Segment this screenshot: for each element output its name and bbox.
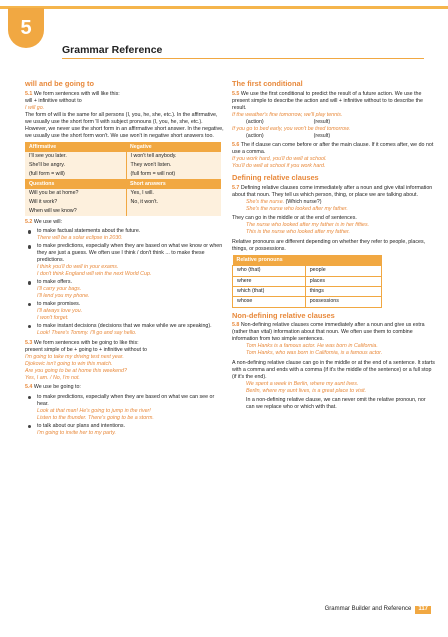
paragraph: Relative pronouns are different depending on whether they refer to people, places, things, or possessions. [232, 238, 426, 252]
section-5-6: 5.6 The if clause can come before or after the main clause. If it comes after, we do not use a comma. If you work hard, you'll do well at school. You'll do well at school if you work hard. [232, 142, 434, 170]
page-number: 117 [415, 606, 431, 614]
right-column [232, 79, 435, 414]
paragraph: They can go in the middle or at the end of sentences. The nurse who looked after my father is in her fifties. This is the nurse who looked after my father. [232, 215, 370, 236]
list-5-4 [25, 394, 225, 437]
list-item: to make instant decisions (decisions that we make while we are speaking). Look! There's Tommy. I'll go and say hello. [25, 323, 225, 337]
list-item: to talk about our plans and intentions. I'm going to invite her to my party. [25, 423, 225, 437]
list-5-2 [25, 228, 225, 337]
will-table: Affirmative Negative I'll see you later. I won't tell anybody. She'll be angry. They won't listen. (full form = will) (full form = will not) Questions Short answers Will you be at home? Yes, I will. Will it work? No, it won't. When will we know? [25, 142, 221, 216]
list-item: to make offers. I'll carry your bags. I'll lend you my phone. [25, 279, 225, 300]
list-item: to make predictions, especially when they are based on what we know or when they are just a guess. We often use I think / don't think ... to make these predictions. I think you'll do well in your exams. I don't think England will win the next World Cup. [25, 243, 225, 278]
unit-number: 5 [8, 8, 44, 48]
list-item: to make factual statements about the future. There will be a solar eclipse in 2030. [25, 228, 225, 242]
title-divider [62, 58, 424, 59]
page-title: Grammar Reference [62, 44, 163, 56]
paragraph: A non-defining relative clause can go in the middle or at the end of a sentence. It starts with a comma and ends with a comma (if it's the middle of the sentence) or a full stop (if it's the end). We spent a week in Berlin, where my aunt lives. Berlin, where my aunt lives, is a great place to visit. [232, 359, 435, 394]
page-footer: Grammar Builder and Reference 117 [325, 606, 431, 614]
section-5-5: 5.5 We use the first conditional to predict the result of a future action. We use the present simple to describe the action and will + infinitive without to to describe the result. If the weather's fine tomorrow, we'll play tennis. (action) (result) If you go to bed early, you won't be tired tomorrow. (action) (result) [232, 90, 423, 139]
heading-defining-relative: Defining relative clauses [232, 172, 319, 182]
relative-pronouns-table: Relative pronouns who (that) people where places which (that) things whose possessions [232, 255, 382, 307]
section-5-7: 5.7 Defining relative clauses come immediately after a noun and give vital information about that noun. They tell us which person, thing, or place we are talking about. She's the nurse. (Which nurse?) She's the nurse who looked after my father. [232, 184, 433, 212]
section-5-1: 5.1 We form sentences with will like this: will + infinitive without to I will go. The form of will is the same for all persons (I, you, he, she, etc.). In the affirmative, we usually use the short form 'll with subject pronouns (I, you, he, she, etc.). However, we never use the short form in an affirmative short answer. In the negative, we usually use the short form won't. We use won't in negative short answers too. [25, 90, 224, 139]
section-5-8: 5.8 Non-defining relative clauses come immediately after a noun and give us extra (rather than vital) information about that noun. We often use them to combine information from two simple sentences. Tom Hanks is a famous actor. He was born in California. Tom Hanks, who was born in California, is a famous actor. [232, 322, 425, 357]
section-5-2: 5.2 We use will: [25, 218, 63, 225]
heading-non-defining-relative: Non-defining relative clauses [232, 310, 335, 320]
heading-will-going-to: will and be going to [25, 79, 94, 88]
list-item: to make predictions, especially when they are based on what we can see or hear. Look at that man! He's going to jump in the river! Listen to the thunder. There's going to be a storm. [25, 394, 225, 422]
section-5-3: 5.3 We form sentences with be going to like this: present simple of be + going to + infinitive without to I'm going to take my driving test next year. Djokovic isn't going to win this match. Are you going to be at home this weekend? Yes, I am. / No, I'm not. [25, 339, 147, 381]
list-item: to make promises. I'll always love you. I won't forget. [25, 301, 225, 322]
section-5-4: 5.4 We use be going to: [25, 384, 81, 391]
top-rule [0, 6, 448, 9]
paragraph: In a non-defining relative clause, we can never omit the relative pronoun, nor can we replace who or which with that. [246, 397, 426, 411]
left-column [25, 79, 225, 439]
heading-first-conditional: The first conditional [232, 79, 303, 88]
